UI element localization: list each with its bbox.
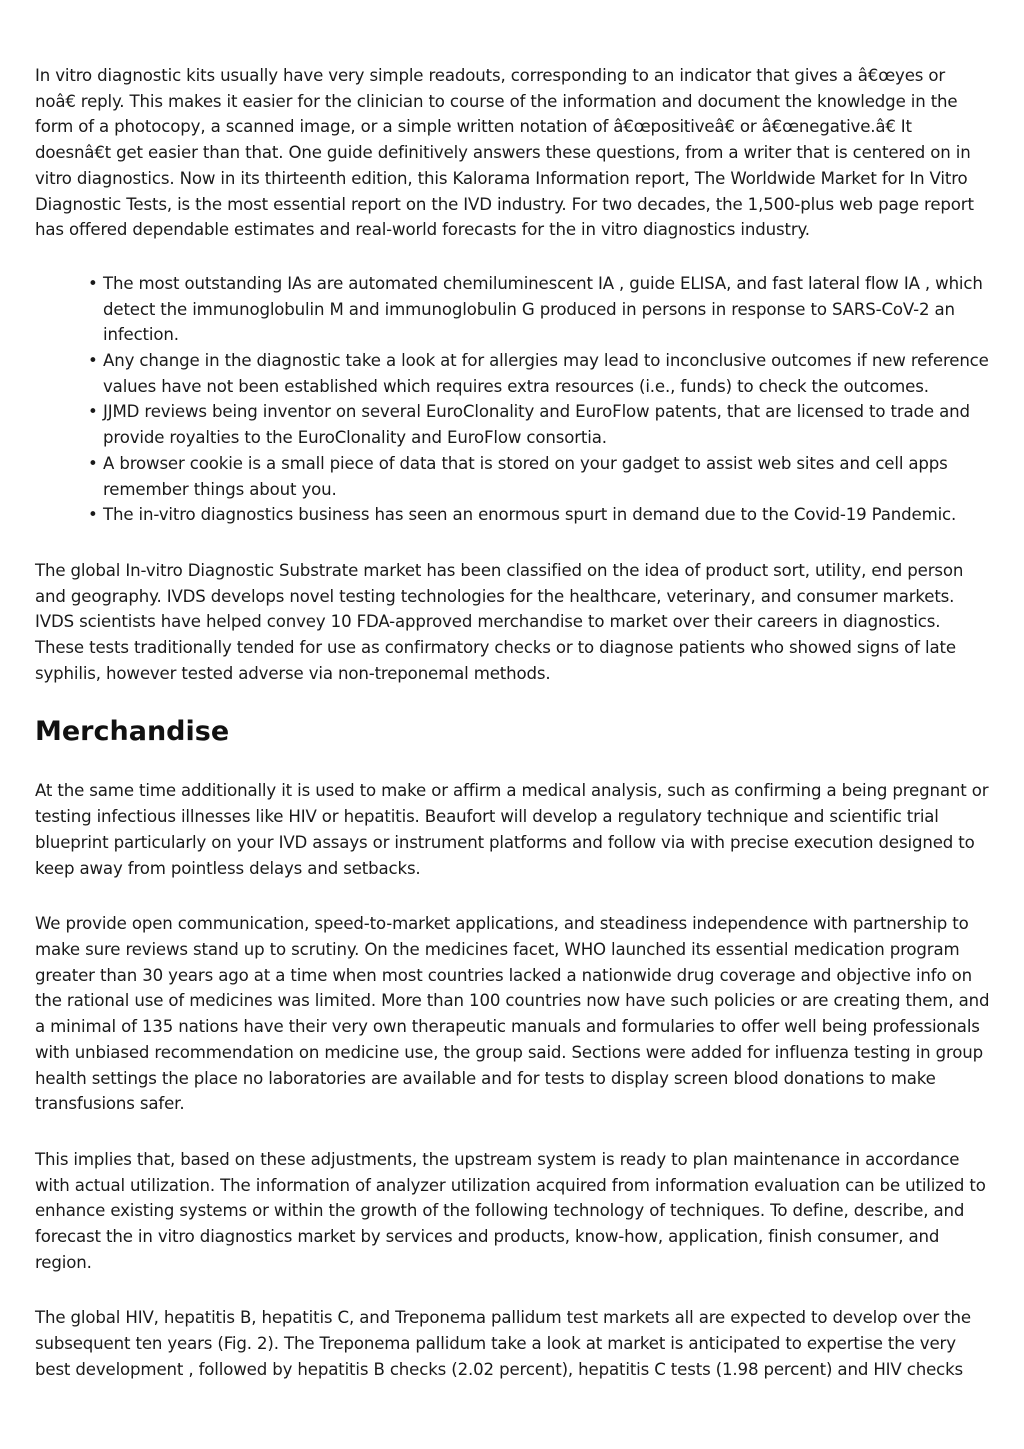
intro-paragraph: In vitro diagnostic kits usually have very simple readouts, corresponding to an indicator that gives a â€œyes or noâ€ reply. This makes it easier for the clinician to course of the information and document the knowledge in the form of a photocopy, a scanned image, or a simple written notation of â€œpositiveâ€ or â€œnegative.â€ It doesnâ€t get easier than that. One guide definitively answers these questions, from a writer that is centered on in vitro diagnostics. Now in its thirteenth edition, this Kalorama Information report, The Worldwide Market for In Vitro Diagnostic Tests, is the most essential report on the IVD industry. For two decades, the 1,500-plus web page report has offered dependable estimates and real-world forecasts for the in vitro diagnostics industry. <box>35 66 974 240</box>
list-item: • JJMD reviews being inventor on several EuroClonality and EuroFlow patents, that are licensed to trade and provide royalties to the EuroClonality and EuroFlow consortia. <box>103 399 990 450</box>
bullet-marker: • <box>88 453 98 473</box>
list-item: • The most outstanding IAs are automated chemiluminescent IA , guide ELISA, and fast lateral flow IA , which detect the immunoglobulin M and immunoglobulin G produced in persons in response to SARS-CoV-2 an infection. <box>103 271 990 348</box>
bullet-marker: • <box>88 273 98 293</box>
paragraph: At the same time additionally it is used to make or affirm a medical analysis, such as confirming a being pregnant or testing infectious illnesses like HIV or hepatitis. Beaufort will develop a regulatory technique and scientific trial blueprint particularly on your IVD assays or instrument platforms and follow via with precise execution designed to keep away from pointless delays and setbacks. <box>35 781 989 878</box>
list-item: • A browser cookie is a small piece of data that is stored on your gadget to assist web sites and cell apps remember things about you. <box>103 451 990 502</box>
paragraph: The global HIV, hepatitis B, hepatitis C, and Treponema pallidum test markets all are expected to develop over the subsequent ten years (Fig. 2). The Treponema pallidum take a look at market is anticipated to expertise the very best development , followed by hepatitis B checks (2.02 percent), hepatitis C tests (1.98 percent) and HIV checks <box>35 1308 971 1379</box>
section-heading: Merchandise <box>35 716 230 748</box>
article-body <box>35 63 990 1383</box>
paragraph: This implies that, based on these adjustments, the upstream system is ready to plan maintenance in accordance with actual utilization. The information of analyzer utilization acquired from information evaluation can be utilized to enhance existing systems or within the growth of the following technology of techniques. To define, describe, and forecast the in vitro diagnostics market by services and products, know-how, application, finish consumer, and region. <box>35 1149 986 1272</box>
bullet-marker: • <box>88 505 98 525</box>
list-item: • The in-vitro diagnostics business has seen an enormous spurt in demand due to the Covid-19 Pandemic. <box>103 502 990 528</box>
bullet-marker: • <box>88 351 98 371</box>
paragraph: We provide open communication, speed-to-market applications, and steadiness independence with partnership to make sure reviews stand up to scrutiny. On the medicines facet, WHO launched its essential medication program greater than 30 years ago at a time when most countries lacked a nationwide drug coverage and objective info on the rational use of medicines was limited. More than 100 countries now have such policies or are creating them, and a minimal of 135 nations have their very own therapeutic manuals and formularies to offer well being professionals with unbiased recommendation on medicine use, the group said. Sections were added for influenza testing in group health settings the place no laboratories are available and for tests to display screen blood donations to make transfusions safer. <box>35 914 990 1114</box>
list-item: • Any change in the diagnostic take a look at for allergies may lead to inconclusive outcomes if new reference values have not been established which requires extra resources (i.e., funds) to check the outcomes. <box>103 348 990 399</box>
bullet-list <box>35 271 990 528</box>
bullet-marker: • <box>88 402 98 422</box>
substrate-paragraph: The global In-vitro Diagnostic Substrate market has been classified on the idea of product sort, utility, end person and geography. IVDS develops novel testing technologies for the healthcare, veterinary, and consumer markets. IVDS scientists have helped convey 10 FDA-approved merchandise to market over their careers in diagnostics. These tests traditionally tended for use as confirmatory checks or to diagnose patients who showed signs of late syphilis, however tested adverse via non-treponemal methods. <box>35 560 964 683</box>
